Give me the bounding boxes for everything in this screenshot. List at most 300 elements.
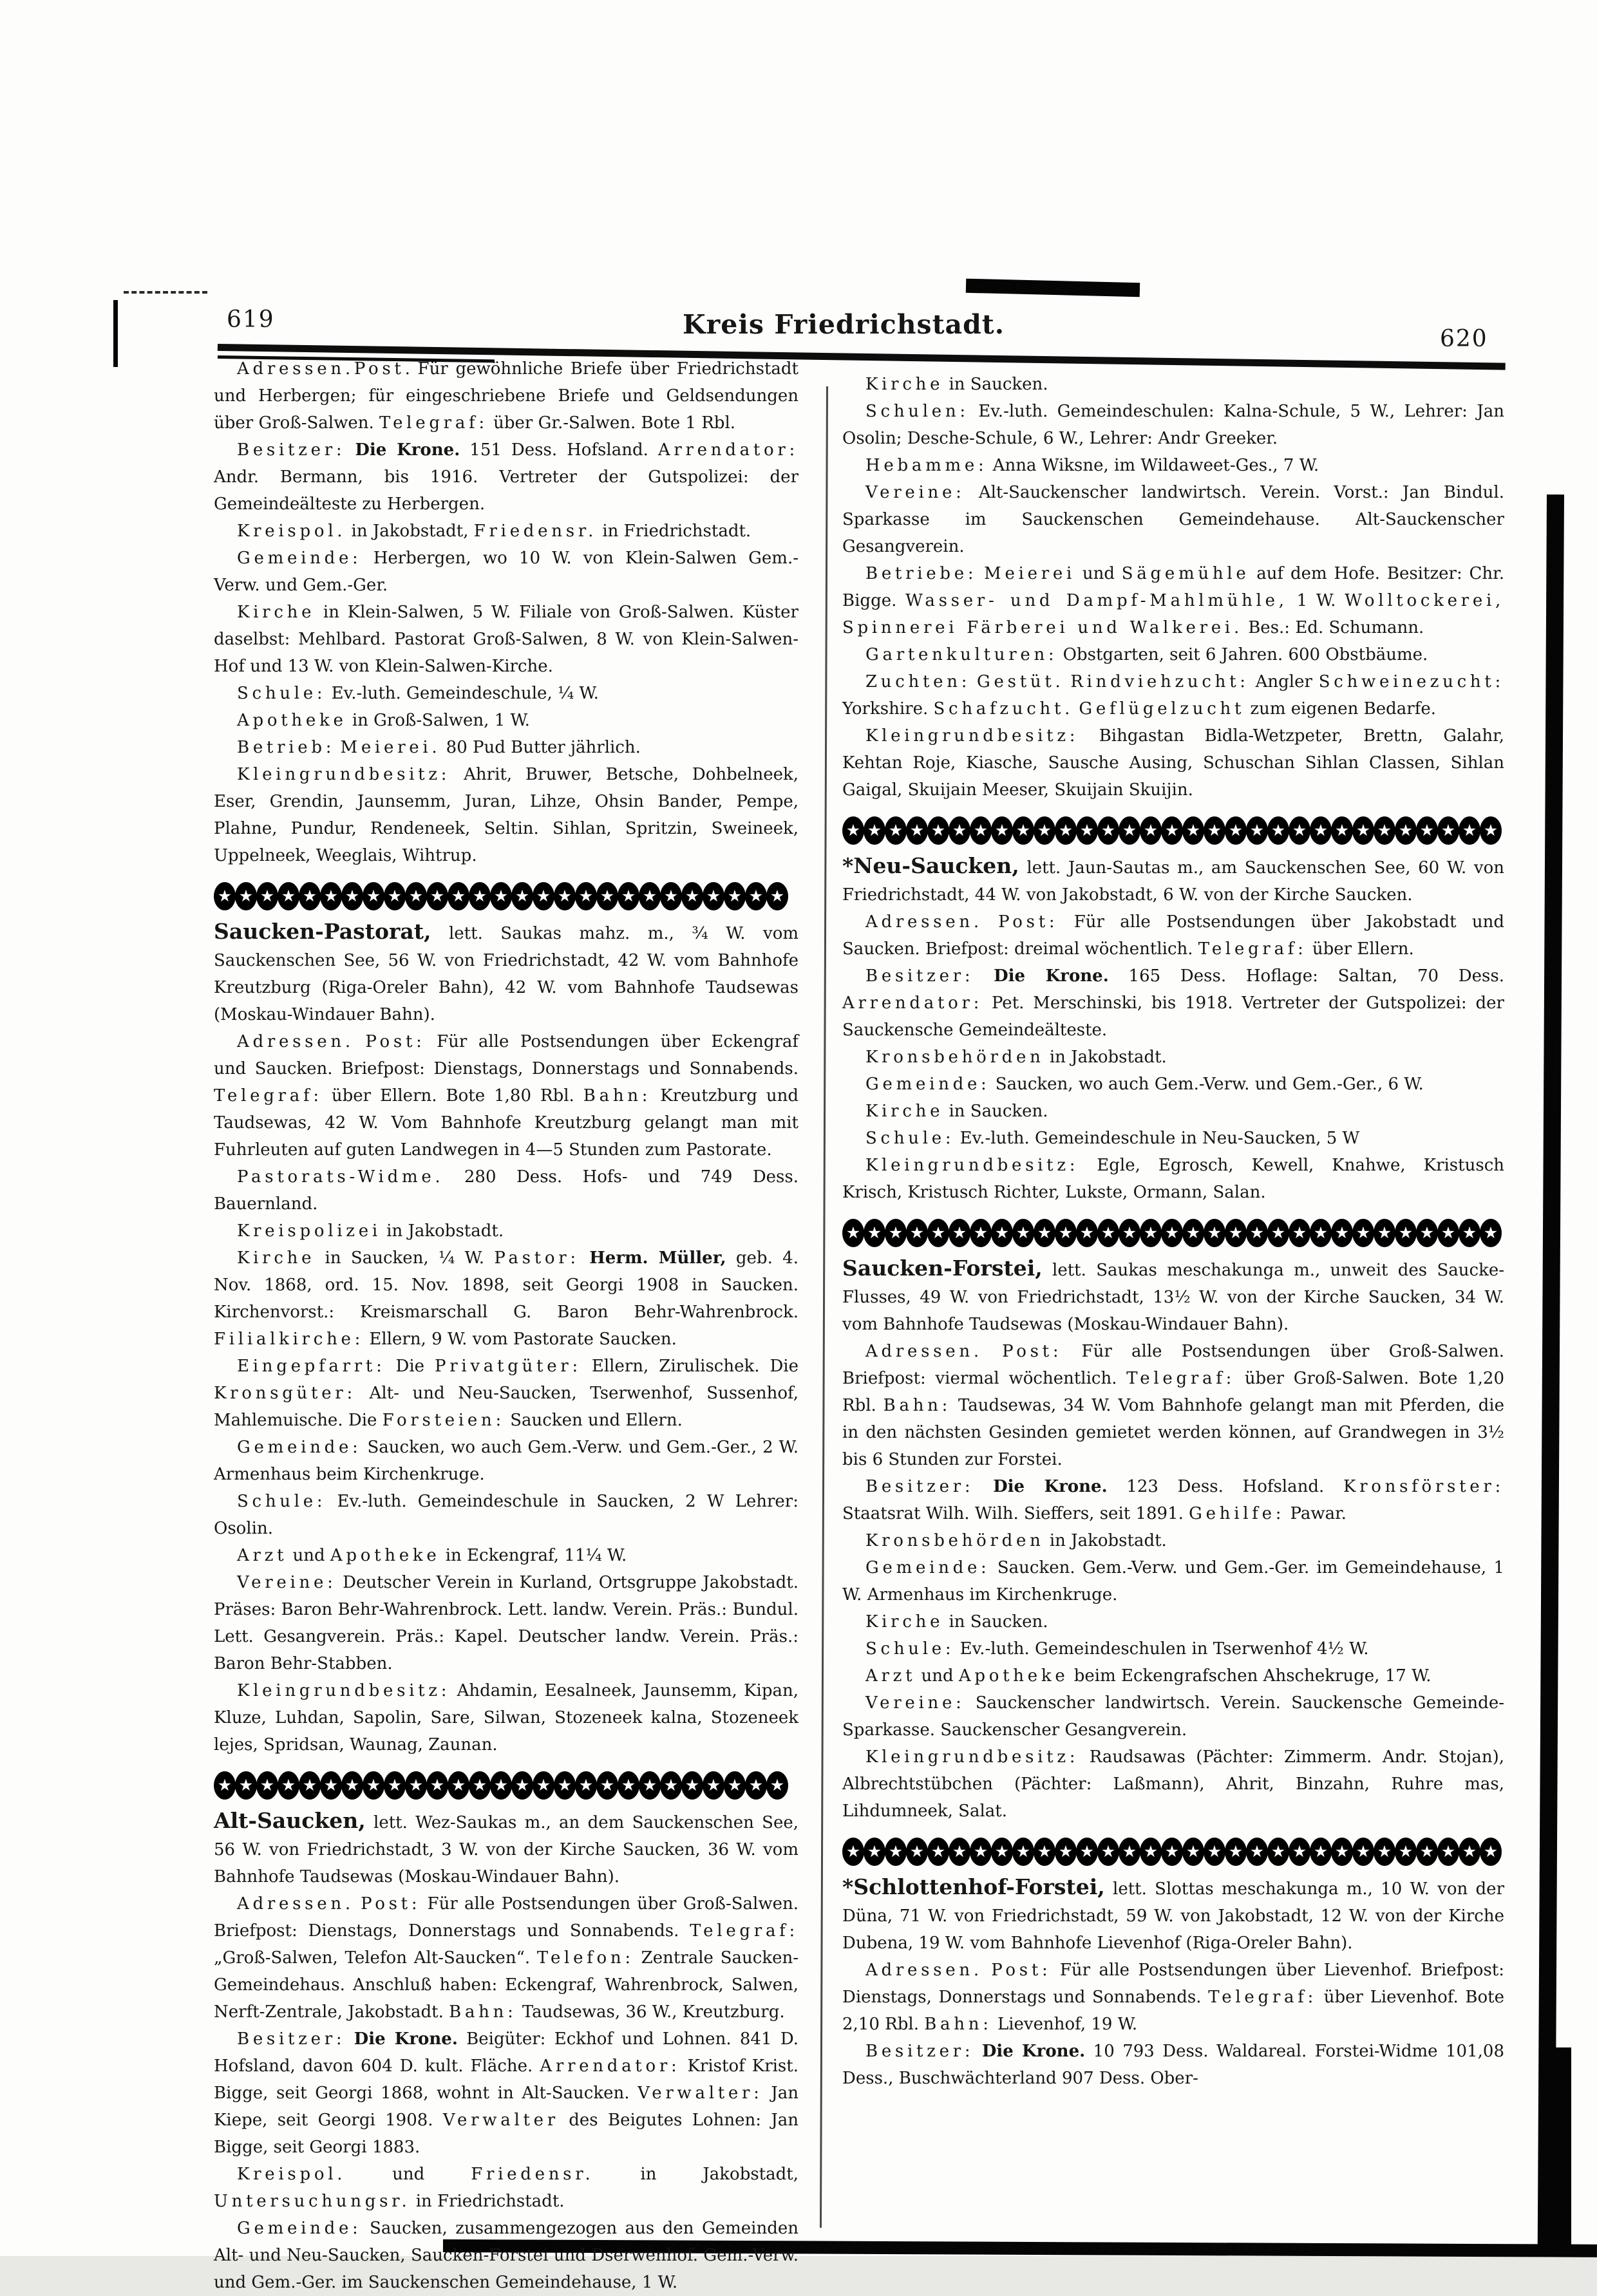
star-ornament-icon: ★ [1267,1838,1289,1866]
paragraph [842,371,1504,398]
ornament-divider [842,1218,1504,1247]
paragraph [842,1071,1504,1098]
paragraph [214,1542,798,1569]
text-run: lett. Jaun-Sautas m., am Sauckenschen See, 60 W. von Friedrichstadt, 44 W. von Jakobstadt, 6 W. von der Kirche Saucken. [842,858,1504,905]
text-run: Für alle Postsendungen über Lievenhof. Briefpost: Dienstags, Donnerstags und Sonnabends. [842,1961,1505,2007]
text-run: Herbergen, wo 10 W. von Klein-Salwen Gem.-Verw. und Gem.-Ger. [214,549,798,595]
paragraph [214,2026,798,2161]
text-run: Alt- und Neu-Saucken, Tserwenhof, Sussenhof, Mahlemuische. Die [214,1384,798,1430]
star-ornament-icon: ★ [1374,1838,1395,1866]
text-run: 10 793 Dess. Waldareal. Forstei-Widme 101,08 Dess., Buschwächterland 907 Dess. Ober- [842,2042,1504,2088]
text-run: Kirche [865,375,944,394]
paragraph [214,1677,798,1758]
star-ornament-icon: ★ [1246,816,1268,845]
paragraph [842,1554,1504,1608]
star-ornament-icon: ★ [1459,1219,1480,1247]
entry-paragraph [214,918,798,1028]
star-ornament-icon: ★ [1034,816,1055,845]
text-run: *Neu-Saucken, [842,853,1019,878]
star-ornament-icon: ★ [596,882,618,910]
star-ornament-icon: ★ [363,882,384,910]
paragraph [842,1689,1504,1744]
star-ornament-icon: ★ [299,882,321,910]
star-ornament-icon: ★ [1012,816,1034,845]
text-run: Deutscher Verein in Kurland, Ortsgruppe Jakobstadt. Präses: Baron Behr-Wahrenbrock. Lett. landw. Verein. Präs.: Bundul. Lett. Gesangverein. Präs.: Kapel. Deutscher landw. Verein. Präs.: Baron Behr-Stabben. [214,1573,798,1673]
text-run: Kleingrundbesitz: [237,765,451,784]
paragraph [842,398,1504,452]
running-title: Kreis Friedrichstadt. [683,309,1005,340]
star-ornament-icon: ★ [1161,1838,1183,1866]
text-run: Untersuchungsr. [214,2192,411,2211]
text-run: lett. Wez-Saukas m., an dem Sauckenschen See, 56 W. von Friedrichstadt, 3 W. von der Kirche Saucken, 36 W. vom Bahnhofe Taudsewas (Moskau-Windauer Bahn). [214,1813,798,1887]
text-run: . Für gewöhnliche Briefe über Friedrichstadt und Herbergen; für eingeschriebene Briefe und Geldsendungen über Groß-Salwen. [214,359,798,433]
text-run: Schule: [865,1639,955,1659]
star-ornament-icon: ★ [511,882,533,910]
text-run: Die Krone. [994,966,1109,986]
star-ornament-icon: ★ [1182,1838,1204,1866]
star-ornament-icon: ★ [766,882,788,910]
text-run: Andr. Bermann, bis 1916. Vertreter der Gutspolizei: der Gemeindeälteste zu Herbergen. [214,467,798,514]
page-number-right: 620 [1440,326,1488,352]
text-run: Kleingrundbesitz: [237,1681,451,1700]
star-ornament-icon: ★ [949,1838,970,1866]
paragraph [842,1662,1504,1689]
text-run: Gartenkulturen: [865,645,1058,664]
text-run: Ahrit, Bruwer, Betsche, Dohbelneek, Eser, Grendin, Jaunsemm, Juran, Lihze, Ohsin Bander, Pempe, Plahne, Pundur, Rendeneek, Seltin. Sihlan, Spritzin, Sweineek, Uppelneek, Weeglais, Wihtrup. [214,765,798,865]
paragraph [214,761,798,869]
star-ornament-icon: ★ [660,1771,682,1800]
star-ornament-icon: ★ [1246,1219,1268,1247]
text-run: in Jakobstadt. [1044,1531,1167,1550]
text-run: Kronsbehörden [865,1048,1044,1067]
entry-paragraph [842,1874,1504,1957]
text-run: Anna Wiksne, im Wildaweet-Ges., 7 W. [987,456,1319,475]
paragraph [214,1218,798,1245]
star-ornament-icon: ★ [1395,1219,1417,1247]
star-ornament-icon: ★ [1225,816,1247,845]
paragraph [842,560,1504,641]
text-run: Schule: [237,684,326,703]
text-run: Ev.-luth. Gemeindeschule, ¼ W. [326,684,599,703]
star-ornament-icon: ★ [724,882,746,910]
text-run: Besitzer: [237,2029,346,2049]
paragraph [214,2215,798,2296]
scan-artifact-right-edge-lower [1540,2047,1571,2256]
text-run: Post: [365,1032,426,1051]
star-ornament-icon: ★ [864,1219,885,1247]
star-ornament-icon: ★ [1267,1219,1289,1247]
star-ornament-icon: ★ [991,816,1013,845]
text-run: 280 Dess. Hofs- und 749 Dess. Bauernland. [214,1167,798,1214]
text-run: in Jakobstadt. [1044,1048,1167,1067]
paragraph [214,1028,798,1163]
text-run: Schule: [237,1492,326,1511]
text-run: Gemeinde: [865,1558,990,1577]
star-ornament-icon: ★ [1034,1219,1055,1247]
star-ornament-icon: ★ [1480,1838,1502,1866]
star-ornament-icon: ★ [842,1838,864,1866]
star-ornament-icon: ★ [214,882,236,910]
text-run: 123 Dess. Hofsland. [1107,1477,1343,1496]
text-run: Saucken, wo auch Gem.-Verw. und Gem.-Ger., 6 W. [990,1075,1424,1094]
paragraph [842,1152,1504,1206]
paragraph [214,1163,798,1218]
star-ornament-icon: ★ [1310,1219,1332,1247]
text-run: Gestüt. [977,672,1064,692]
star-ornament-icon: ★ [1267,816,1289,845]
star-ornament-icon: ★ [639,1771,661,1800]
text-run: Betrieb: [237,738,335,757]
text-run: Rindviehzucht: [1070,672,1249,692]
star-ornament-icon: ★ [533,882,554,910]
star-ornament-icon: ★ [490,882,512,910]
paragraph [214,1488,798,1542]
text-run: Sägemühle [1121,564,1250,583]
star-ornament-icon: ★ [970,1219,992,1247]
star-ornament-icon: ★ [1097,1219,1119,1247]
scan-artifact-right-edge [1538,494,1564,2256]
star-ornament-icon: ★ [927,816,949,845]
text-run: Die Krone. [355,440,460,460]
text-run: in Jakobstadt, [346,522,474,541]
text-run: Saucken-Pastorat, [214,919,431,944]
text-run: Vereine: [237,1573,337,1592]
text-run: Forsteien: [382,1411,505,1430]
star-ornament-icon: ★ [1437,1838,1459,1866]
text-run: Arzt [237,1546,288,1565]
star-ornament-icon: ★ [1182,1219,1204,1247]
paragraph [214,680,798,707]
star-ornament-icon: ★ [533,1771,554,1800]
star-ornament-icon: ★ [1097,816,1119,845]
star-ornament-icon: ★ [1119,816,1140,845]
text-run: Pet. Merschinski, bis 1918. Vertreter der Gutspolizei: der Sauckensche Gemeindeälteste. [842,993,1504,1040]
text-run: Hebamme: [865,456,988,475]
text-run: Ahdamin, Eesalneek, Jaunsemm, Kipan, Kluze, Luhdan, Sapolin, Sare, Silwan, Stozeneek kalna, Stozeneek lejes, Spridsan, Waunag, Zaunan. [214,1681,798,1755]
text-run: Beigüter: Eckhof und Lohnen. 841 D. Hofsland, davon 604 D. kult. Fläche. [214,2029,799,2076]
text-run: Sauckenscher landwirtsch. Verein. Sauckensche Gemeinde-Sparkasse. Sauckenscher Gesangverein. [842,1693,1504,1740]
text-run: auf dem Hofe. Besitzer: Chr. Bigge. [842,564,1505,610]
text-run: Friedensr. [473,522,598,541]
text-run: Arrendator: [842,993,983,1013]
text-run: Kirche [865,1612,944,1632]
paragraph [214,545,798,599]
star-ornament-icon: ★ [256,882,278,910]
paragraph [842,1473,1504,1527]
text-run: in Jakobstadt. [381,1221,504,1241]
star-ornament-icon: ★ [681,882,703,910]
star-ornament-icon: ★ [299,1771,321,1800]
star-ornament-icon: ★ [1352,1219,1374,1247]
text-run: Bahn: [924,2015,992,2034]
star-ornament-icon: ★ [618,882,639,910]
star-ornament-icon: ★ [1459,816,1480,845]
text-run: Post: [1002,1342,1063,1361]
text-run: „Groß-Salwen, Telefon Alt-Saucken“. [214,1948,537,1968]
text-run: Die Krone. [981,2042,1086,2061]
text-run: Kirche [237,603,316,622]
text-run: über Ellern. Bote 1,80 Rbl. [322,1086,583,1106]
star-ornament-icon: ★ [885,1838,907,1866]
text-run: Adressen. [865,1961,983,1980]
paragraph [842,1527,1504,1554]
text-run: Telegraf: [1198,939,1307,959]
star-ornament-icon: ★ [384,882,406,910]
star-ornament-icon: ★ [511,1771,533,1800]
star-ornament-icon: ★ [278,1771,299,1800]
text-run: Alt-Sauckenscher landwirtsch. Verein. Vorst.: Jan Bindul. Sparkasse im Sauckenschen Gemeindehause. Alt-Sauckenscher Gesangverein. [842,483,1504,556]
text-run: 151 Dess. Hofsland. [460,440,658,460]
text-run: Post [354,359,405,379]
scan-artifact-top-bar [966,279,1140,297]
text-run: und [916,1666,959,1686]
text-run: Gehilfe: [1189,1504,1285,1523]
star-ornament-icon: ★ [927,1219,949,1247]
text-run: Ellern, Zirulischek. Die [581,1357,798,1376]
text-run: Betriebe: [865,564,978,583]
text-run: Kronsgüter: [214,1384,356,1403]
star-ornament-icon: ★ [906,1219,928,1247]
paragraph [214,1245,798,1353]
text-run: Kronsförster: [1343,1477,1504,1496]
text-run: beim Eckengrafschen Ahschekruge, 17 W. [1068,1666,1432,1686]
text-run: Adressen. [237,1032,354,1051]
text-run [580,1248,589,1268]
text-run: in Saucken, ¼ W. [315,1248,495,1268]
star-ornament-icon: ★ [490,1771,512,1800]
text-run [974,966,994,986]
text-run: Jan Kiepe, seit Georgi 1908. [214,2084,798,2130]
text-run: *Schlottenhof-Forstei, [842,1874,1105,1899]
text-run: Friedensr. [471,2165,594,2184]
paragraph [214,518,798,545]
star-ornament-icon: ★ [885,816,907,845]
star-ornament-icon: ★ [1182,816,1204,845]
star-ornament-icon: ★ [618,1771,639,1800]
right-column [842,371,1504,2193]
star-ornament-icon: ★ [1204,1838,1225,1866]
text-run: Für alle Postsendungen über Jakobstadt und Saucken. Briefpost: dreimal wöchentlich. [842,912,1504,959]
star-ornament-icon: ★ [1437,816,1459,845]
scan-artifact-corner-mark [113,300,118,367]
text-run: über Gr.-Salwen. Bote 1 Rbl. [487,413,736,433]
star-ornament-icon: ★ [991,1838,1013,1866]
text-run: 1 W. [1287,591,1345,610]
paragraph [842,722,1504,804]
text-run: Adressen. [237,359,354,379]
star-ornament-icon: ★ [1076,1219,1098,1247]
star-ornament-icon: ★ [554,882,576,910]
text-run: Privatgüter: [435,1357,581,1376]
star-ornament-icon: ★ [1140,816,1162,845]
text-run [970,672,977,692]
ornament-divider [842,1836,1504,1866]
paragraph [842,1635,1504,1662]
star-ornament-icon: ★ [906,816,928,845]
text-run: über Ellern. [1307,939,1414,959]
star-ornament-icon: ★ [554,1771,576,1800]
text-run: Ev.-luth. Gemeindeschule in Neu-Saucken, 5 W [954,1129,1360,1148]
text-run: Gemeinde: [237,549,362,568]
star-ornament-icon: ★ [575,882,597,910]
star-ornament-icon: ★ [214,1771,236,1800]
text-run: über Groß-Salwen. Bote 1,20 Rbl. [842,1369,1505,1415]
star-ornament-icon: ★ [426,882,448,910]
star-ornament-icon: ★ [1459,1838,1480,1866]
text-run: Herm. Müller, [589,1248,726,1268]
text-run: Verwalter: [638,2084,763,2103]
text-run: Taudsewas, 36 W., Kreutzburg. [516,2002,785,2022]
text-run: Ev.-luth. Gemeindeschulen in Tserwenhof 4½ W. [954,1639,1369,1659]
star-ornament-icon: ★ [864,1838,885,1866]
star-ornament-icon: ★ [1416,1838,1438,1866]
text-run: Saucken und Ellern. [504,1411,683,1430]
text-run: Bahn: [449,2002,517,2022]
paragraph [842,641,1504,668]
text-run: Ev.-luth. Gemeindeschulen: Kalna-Schule, 5 W., Lehrer: Jan Osolin; Desche-Schule, 6 W., Lehrer: Andr Greeker. [842,402,1504,448]
star-ornament-icon: ★ [405,1771,427,1800]
star-ornament-icon: ★ [1374,1219,1395,1247]
star-ornament-icon: ★ [320,1771,342,1800]
text-run: in Friedrichstadt. [597,522,751,541]
text-run: Adressen. [237,1894,354,1914]
star-ornament-icon: ★ [1352,816,1374,845]
star-ornament-icon: ★ [885,1219,907,1247]
text-run: in Saucken. [943,1612,1048,1632]
star-ornament-icon: ★ [448,1771,469,1800]
star-ornament-icon: ★ [341,882,363,910]
text-run: Zentrale Saucken-Gemeindehaus. Anschluß haben: Eckengraf, Wahrenbrock, Salwen, Nerft-Zentrale, Jakobstadt. [214,1948,798,2022]
star-ornament-icon: ★ [660,882,682,910]
star-ornament-icon: ★ [745,882,767,910]
star-ornament-icon: ★ [1246,1838,1268,1866]
paragraph [842,1338,1504,1473]
star-ornament-icon: ★ [1140,1838,1162,1866]
star-ornament-icon: ★ [970,816,992,845]
text-run: Die Krone. [993,1477,1108,1496]
paragraph [214,1569,798,1677]
star-ornament-icon: ★ [991,1219,1013,1247]
text-run: Angler [1249,672,1319,692]
star-ornament-icon: ★ [235,1771,257,1800]
text-run: zum eigenen Bedarfe. [1245,699,1436,719]
star-ornament-icon: ★ [469,882,491,910]
text-run: Für alle Postsendungen über Groß-Salwen. Briefpost: Dienstags, Donnerstags und Sonnabends. [214,1894,799,1941]
text-run: Arrendator: [657,440,799,460]
text-run: Schweinezucht: [1318,672,1504,692]
text-run: Kirche [237,1248,316,1268]
star-ornament-icon: ★ [949,816,970,845]
text-run: Wolltockerei, Spinnerei Färberei und Walkerei. [842,591,1504,637]
text-run: Kirche [865,1102,944,1121]
text-run: Gemeinde: [865,1075,990,1094]
star-ornament-icon: ★ [1331,1838,1353,1866]
text-run: Arrendator: [540,2056,681,2076]
star-ornament-icon: ★ [1225,1838,1247,1866]
text-run: 80 Pud Butter jährlich. [440,738,641,757]
star-ornament-icon: ★ [1395,1838,1417,1866]
star-ornament-icon: ★ [724,1771,746,1800]
star-ornament-icon: ★ [949,1219,970,1247]
star-ornament-icon: ★ [906,1838,928,1866]
star-ornament-icon: ★ [1055,816,1077,845]
text-run: Alt-Saucken, [214,1808,366,1833]
paragraph [842,452,1504,479]
text-run: Kreispol. [237,522,346,541]
text-run: Telegraf: [1208,1988,1318,2007]
text-run: Pastor: [494,1248,580,1268]
text-run: Gemeinde: [237,1438,362,1457]
text-run: und [1075,564,1122,583]
text-run: Post: [361,1894,421,1914]
star-ornament-icon: ★ [596,1771,618,1800]
text-run [974,1477,993,1496]
star-ornament-icon: ★ [469,1771,491,1800]
text-run: Post: [991,1961,1052,1980]
star-ornament-icon: ★ [1437,1219,1459,1247]
star-ornament-icon: ★ [1374,816,1395,845]
text-run: Lievenhof, 19 W. [992,2015,1138,2034]
star-ornament-icon: ★ [363,1771,384,1800]
star-ornament-icon: ★ [384,1771,406,1800]
paragraph [842,963,1504,1044]
paragraph [214,437,798,518]
text-run: Bahn: [883,1396,952,1415]
text-run: Telegraf: [690,1921,798,1941]
paragraph [842,1125,1504,1152]
star-ornament-icon: ★ [1140,1219,1162,1247]
star-ornament-icon: ★ [1055,1838,1077,1866]
star-ornament-icon: ★ [766,1771,788,1800]
text-run: Schafzucht. [933,699,1074,719]
text-run: Besitzer: [865,966,974,986]
paragraph [842,1098,1504,1125]
paragraph [842,1044,1504,1071]
text-run: Kreispol. [237,2165,346,2184]
text-run: Kleingrundbesitz: [865,726,1079,746]
text-run: Saucken. Gem.-Verw. und Gem.-Ger. im Gemeindehause, 1 W. Armenhaus im Kirchenkruge. [842,1558,1504,1604]
star-ornament-icon: ★ [1119,1219,1140,1247]
star-ornament-icon: ★ [448,882,469,910]
paragraph [214,707,798,734]
text-run: Besitzer: [237,440,346,460]
star-ornament-icon: ★ [1310,1838,1332,1866]
text-run: Telegraf: [1126,1369,1236,1388]
text-run: Kreispolizei [237,1221,381,1241]
text-run [983,912,998,932]
paragraph [214,1434,798,1488]
paragraph [214,734,798,761]
text-run: Saucken-Forstei, [842,1256,1043,1281]
star-ornament-icon: ★ [1331,1219,1353,1247]
text-run: Adressen. [865,1342,983,1361]
star-ornament-icon: ★ [426,1771,448,1800]
ornament-divider [842,815,1504,845]
entry-paragraph [842,852,1504,908]
text-run [354,1032,366,1051]
paragraph [842,1608,1504,1635]
column-divider-rule [820,386,828,2228]
text-run: Besitzer: [865,2042,974,2061]
text-run: Schule: [865,1129,955,1148]
paragraph [214,599,798,680]
text-run: Adressen. [865,912,983,932]
star-ornament-icon: ★ [1289,816,1310,845]
text-run [983,1961,991,1980]
text-run: Egle, Egrosch, Kewell, Knahwe, Kristusch Krisch, Kristusch Richter, Lukste, Ormann, Salan. [842,1156,1504,1202]
paragraph [214,1890,798,2026]
text-run: Telefon: [536,1948,634,1968]
